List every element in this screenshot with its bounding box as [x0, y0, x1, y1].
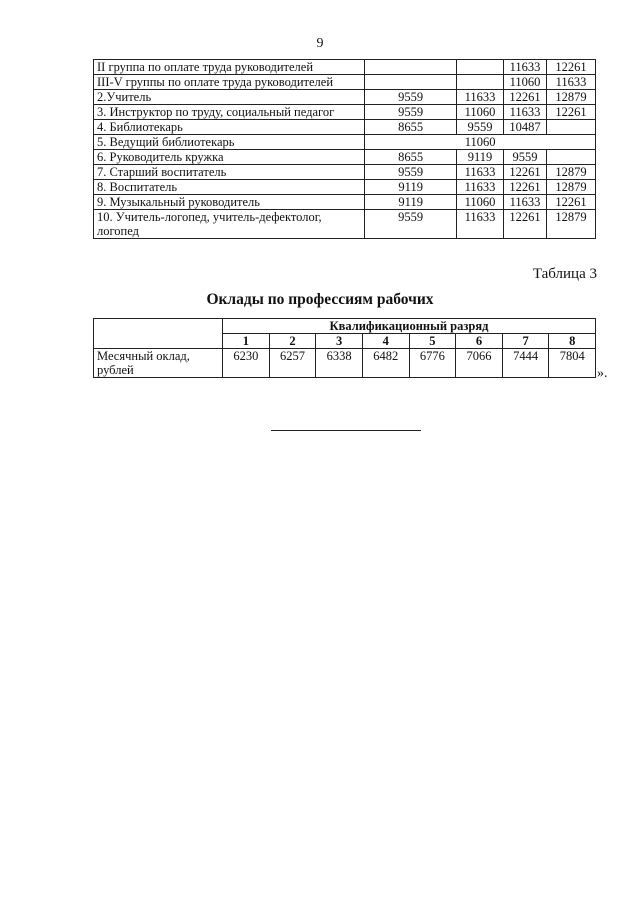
value-cell: 9119: [457, 150, 504, 165]
position-cell: 9. Музыкальный руководитель: [94, 195, 365, 210]
value-cell: 12261: [546, 60, 595, 75]
empty-corner-cell: [94, 319, 223, 349]
grade-header-cell: 4: [362, 334, 409, 349]
value-cell: 12261: [504, 165, 547, 180]
grade-group-header: Квалификационный разряд: [223, 319, 596, 334]
value-cell: 9559: [365, 165, 457, 180]
grade-header-cell: 5: [409, 334, 456, 349]
table-row: [94, 60, 596, 75]
value-cell: [546, 150, 595, 165]
value-cell: 11060: [457, 105, 504, 120]
value-cell: [365, 60, 457, 75]
value-cell: 11633: [546, 75, 595, 90]
value-cell: 9559: [365, 90, 457, 105]
value-cell: 11633: [457, 90, 504, 105]
grade-header-cell: 3: [316, 334, 363, 349]
table-row: [94, 210, 596, 239]
page-number: 9: [316, 36, 324, 51]
value-cell: [457, 60, 504, 75]
value-cell: [365, 75, 457, 90]
table-title: Оклады по профессиям рабочих: [206, 291, 434, 308]
value-cell: 9559: [457, 120, 504, 135]
value-cell: 11633: [504, 105, 547, 120]
salary-value-cell: 6776: [409, 349, 456, 378]
position-cell: II группа по оплате труда руководителей: [94, 60, 365, 75]
table-row: [94, 105, 596, 120]
value-cell: 9559: [365, 105, 457, 120]
salary-value-cell: 6338: [316, 349, 363, 378]
divider-line: [271, 430, 421, 431]
grade-header-cell: 8: [549, 334, 596, 349]
salary-value-cell: 7066: [456, 349, 503, 378]
value-cell: 10487: [504, 120, 547, 135]
salary-table: [93, 59, 596, 239]
value-cell: 9119: [365, 180, 457, 195]
grade-header-cell: 7: [502, 334, 549, 349]
position-cell: 10. Учитель-логопед, учитель-дефектолог, логопед: [94, 210, 365, 239]
table-row: [94, 195, 596, 210]
salary-value-cell: 6482: [362, 349, 409, 378]
table-row: [94, 75, 596, 90]
value-cell: 12261: [504, 210, 547, 239]
salary-value-cell: 6257: [269, 349, 316, 378]
grade-header-cell: 2: [269, 334, 316, 349]
value-cell: [546, 120, 595, 135]
value-cell: 11633: [457, 165, 504, 180]
value-cell: 9559: [504, 150, 547, 165]
table-row: [94, 120, 596, 135]
position-cell: 7. Старший воспитатель: [94, 165, 365, 180]
value-cell: 11060: [457, 195, 504, 210]
closing-quote: ».: [597, 366, 608, 381]
value-cell: 11633: [504, 60, 547, 75]
value-cell: 11633: [457, 180, 504, 195]
value-cell: 12879: [546, 180, 595, 195]
salary-value-cell: 7804: [549, 349, 596, 378]
value-cell: 12261: [504, 180, 547, 195]
value-cell: 12261: [504, 90, 547, 105]
value-cell: 8655: [365, 150, 457, 165]
value-cell: 12879: [546, 210, 595, 239]
position-cell: 4. Библиотекарь: [94, 120, 365, 135]
row-label: Месячный оклад, рублей: [94, 349, 223, 378]
table-row: [94, 180, 596, 195]
value-cell: 11633: [504, 195, 547, 210]
table-row: [94, 349, 596, 378]
position-cell: III-V группы по оплате труда руководителей: [94, 75, 365, 90]
value-cell: 12879: [546, 90, 595, 105]
position-cell: 6. Руководитель кружка: [94, 150, 365, 165]
table-row: [94, 135, 596, 150]
value-cell: 9119: [365, 195, 457, 210]
value-cell: [457, 75, 504, 90]
table-label: Таблица 3: [532, 266, 597, 282]
value-cell: 8655: [365, 120, 457, 135]
merged-value-cell: 11060: [365, 135, 596, 150]
position-cell: 2.Учитель: [94, 90, 365, 105]
value-cell: 12879: [546, 165, 595, 180]
table-row: [94, 150, 596, 165]
value-cell: 11633: [457, 210, 504, 239]
salary-table-body: [94, 60, 596, 239]
value-cell: 12261: [546, 105, 595, 120]
grade-header-cell: 1: [223, 334, 270, 349]
salary-value-cell: 6230: [223, 349, 270, 378]
position-cell: 3. Инструктор по труду, социальный педагог: [94, 105, 365, 120]
position-cell: 5. Ведущий библиотекарь: [94, 135, 365, 150]
value-cell: 11060: [504, 75, 547, 90]
table-row: [94, 165, 596, 180]
value-cell: 12261: [546, 195, 595, 210]
grade-header-cell: 6: [456, 334, 503, 349]
salary-value-cell: 7444: [502, 349, 549, 378]
workers-salary-table: [93, 318, 596, 378]
table-header-row: [94, 319, 596, 334]
table-row: [94, 90, 596, 105]
value-cell: 9559: [365, 210, 457, 239]
position-cell: 8. Воспитатель: [94, 180, 365, 195]
